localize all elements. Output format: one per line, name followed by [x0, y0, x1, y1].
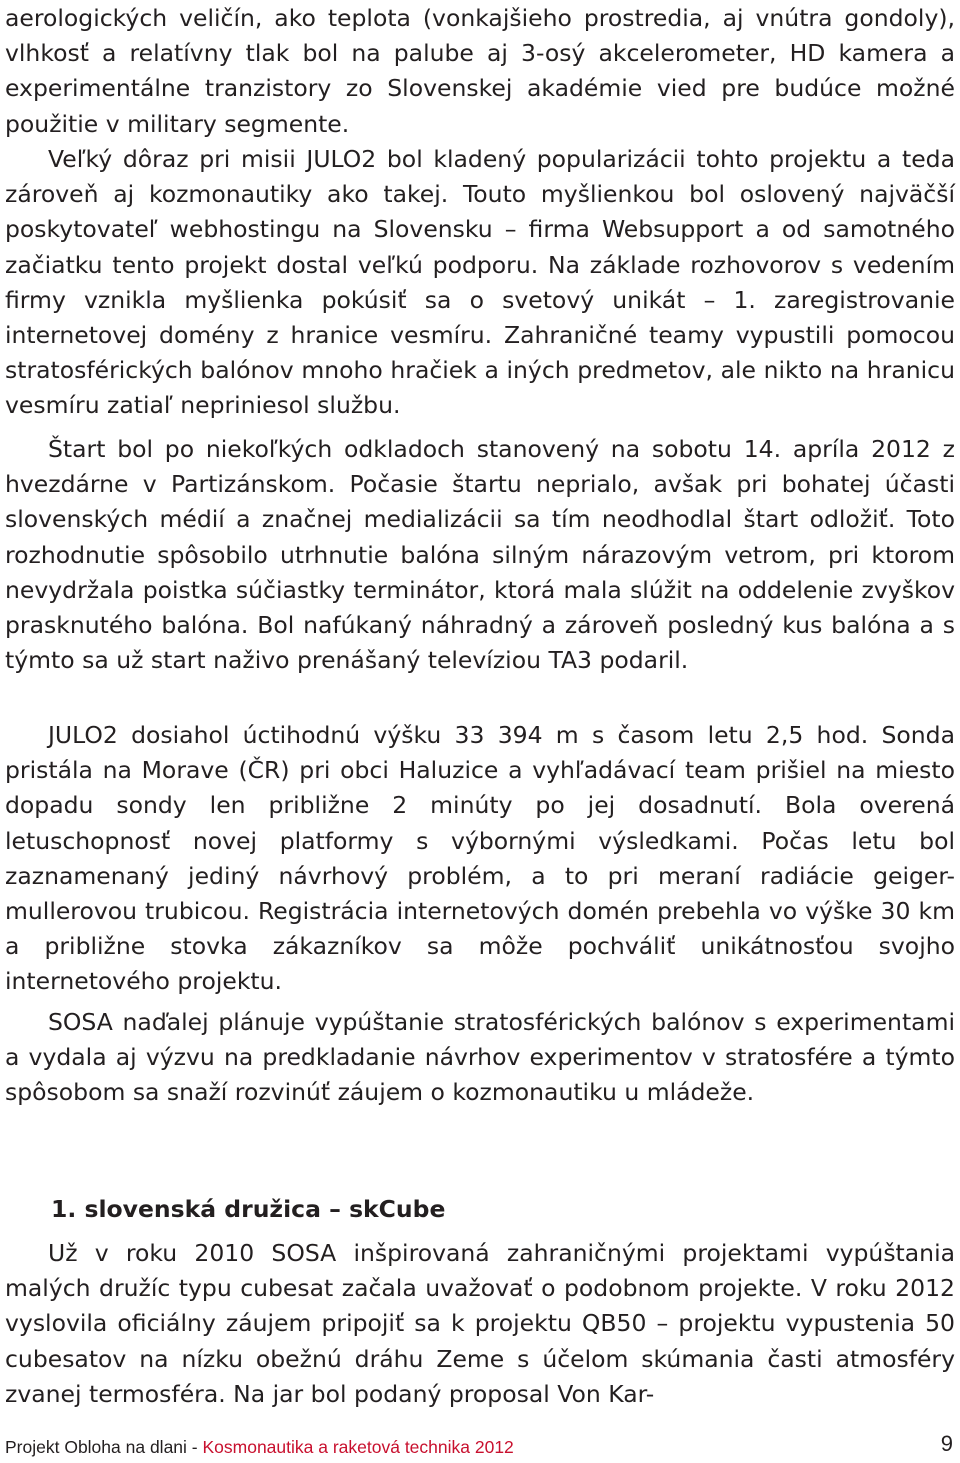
paragraph-results: JULO2 dosiahol úctihodnú výšku 33 394 m s časom letu 2,5 hod. Sonda pristála na Morave (ČR) pri obci Haluzice a vyhľadávací team prišiel na miesto dopadu sondy len približne 2 minúty po jej dosadnutí. Bola overená letuschopnosť novej platformy s výbornými výsledkami. Počas letu bol zaznamenaný jediný návrhový problém, a to pri meraní radiácie geiger-mullerovou trubicou. Registrácia internetových domén prebehla vo výške 30 km a približne stovka zákazníkov sa môže pochváliť unikátnosťou svojho internetového projektu.	[5, 721, 955, 996]
footer-publication: Projekt Obloha na dlani -	[5, 1437, 203, 1457]
page-number: 9	[940, 1431, 953, 1456]
footer-title	[5, 1434, 514, 1460]
paragraph-popularization: Veľký dôraz pri misii JULO2 bol kladený popularizácii tohto projektu a teda zároveň aj kozmonautiky ako takej. Touto myšlienkou bol oslovený najväčší poskytovateľ webhostingu na Slovensku – firma Websupport a od samotného začiatku tento projekt dostal veľkú podporu. Na základe rozhovorov s vedením firmy vznikla myšlienka pokúsiť sa o svetový unikát – 1. zaregistrovanie internetovej domény z hranice vesmíru. Zahraničné teamy vypustili pomocou stratosférických balónov mnoho hračiek a iných predmetov, ale nikto na hranicu vesmíru zatiaľ nepriniesol službu.	[5, 145, 955, 420]
paragraph-future-plans: SOSA naďalej plánuje vypúštanie stratosférických balónov s experimentami a vydala aj výzvu na predkladanie návrhov experimentov v stratosfére a týmto spôsobom sa snaží rozvinúť záujem o kozmonautiku u mládeže.	[5, 1008, 955, 1107]
paragraph-intro: aerologických veličín, ako teplota (vonkajšieho prostredia, aj vnútra gondoly), vlhkosť a relatívny tlak bol na palube aj 3-osý akcelerometer, HD kamera a experimentálne tranzistory zo Slovenskej akadémie vied pre budúce možné použitie v military segmente.	[5, 4, 955, 138]
footer-series: Kosmonautika a raketová technika 2012	[202, 1437, 514, 1457]
paragraph-launch: Štart bol po niekoľkých odkladoch stanovený na sobotu 14. apríla 2012 z hvezdárne v Partizánskom. Počasie štartu neprialo, avšak pri bohatej účasti slovenských médií a značnej medializácii sa tím neodhodlal štart odložiť. Toto rozhodnutie spôsobilo utrhnutie balóna silným nárazovým vetrom, pri ktorom nevydržala poistka súčiastky terminátor, ktorá mala slúžit na oddelenie zvyškov prasknutého balóna. Bol nafúkaný náhradný a zároveň posledný kus balóna a s týmto sa už start naživo prenášaný televíziou TA3 podaril.	[5, 435, 955, 675]
page-footer	[5, 1431, 955, 1460]
section-heading: 1. slovenská družica – skCube	[51, 1195, 446, 1223]
paragraph-skcube: Už v roku 2010 SOSA inšpirovaná zahraničnými projektami vypúštania malých družíc typu cubesat začala uvažovať o podobnom projekte. V roku 2012 vyslovila oficiálny záujem pripojiť sa k projektu QB50 – projektu vypustenia 50 cubesatov na nízku obežnú dráhu Zeme s účelom skúmania časti atmosféry zvanej termosféra. Na jar bol podaný proposal Von Kar-	[5, 1239, 955, 1408]
